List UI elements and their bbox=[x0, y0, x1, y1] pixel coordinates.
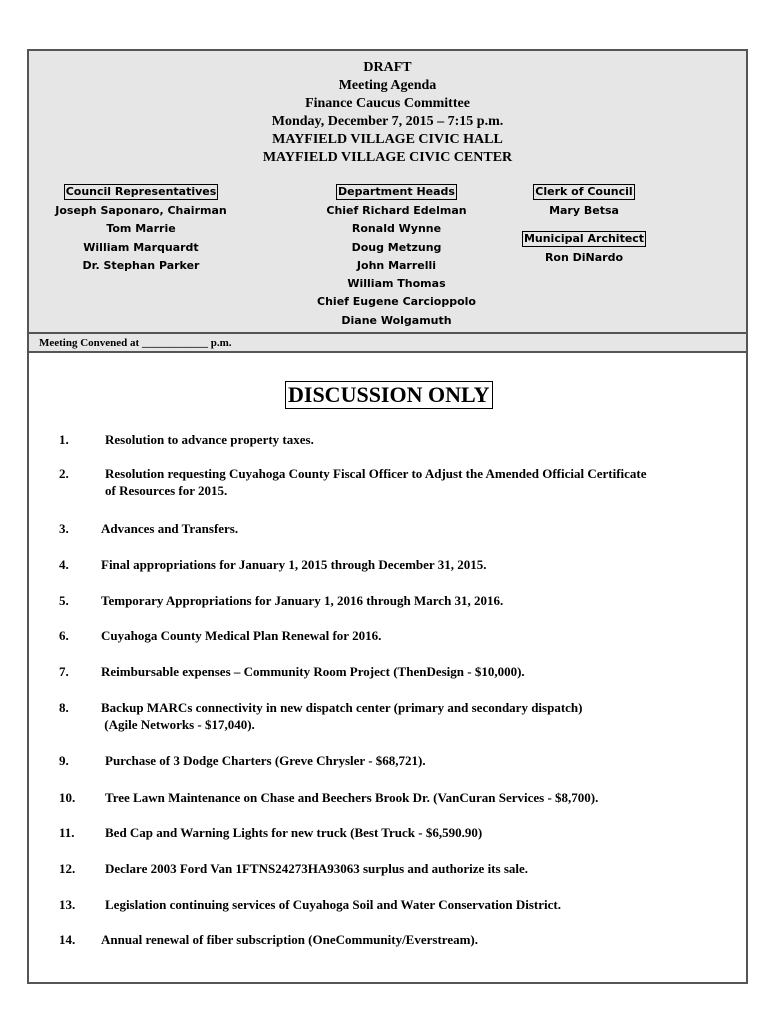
clerk-column bbox=[519, 183, 649, 268]
item-number: 2. bbox=[59, 466, 69, 481]
item-number: 13. bbox=[59, 897, 76, 912]
council-member: Joseph Saponaro, Chairman bbox=[55, 204, 227, 217]
agenda-sheet bbox=[27, 49, 748, 984]
item-text: Declare 2003 Ford Van 1FTNS24273HA93063 surplus and authorize its sale. bbox=[105, 861, 529, 876]
item-number: 12. bbox=[59, 861, 76, 876]
council-member: Tom Marrie bbox=[106, 222, 176, 236]
item-number: 3. bbox=[59, 521, 69, 536]
department-member: Chief Eugene Carcioppolo bbox=[317, 295, 476, 309]
item-text: Bed Cap and Warning Lights for new truck (Best Truck - $6,590.90) bbox=[105, 825, 483, 840]
item-text: Reimbursable expenses – Community Room Project (ThenDesign - $10,000). bbox=[101, 664, 525, 679]
venue-hall: MAYFIELD VILLAGE CIVIC HALL bbox=[272, 132, 503, 147]
agenda-title: Meeting Agenda bbox=[338, 78, 437, 93]
item-number: 11. bbox=[59, 825, 75, 840]
meeting-convened-line: Meeting Convened at ____________ p.m. bbox=[29, 334, 746, 353]
council-member: Dr. Stephan Parker bbox=[82, 258, 200, 272]
department-member: Diane Wolgamuth bbox=[341, 313, 452, 327]
meeting-date: Monday, December 7, 2015 – 7:15 p.m. bbox=[271, 114, 504, 129]
item-number: 8. bbox=[59, 700, 69, 715]
item-number: 7. bbox=[59, 664, 69, 679]
clerk-name: Mary Betsa bbox=[549, 204, 619, 217]
item-text: Purchase of 3 Dodge Charters (Greve Chrysler - $68,721). bbox=[105, 753, 426, 768]
item-number: 6. bbox=[59, 628, 69, 643]
title-block bbox=[29, 59, 746, 167]
item-number: 10. bbox=[59, 790, 76, 805]
item-text: Tree Lawn Maintenance on Chase and Beechers Brook Dr. (VanCuran Services - $8,700). bbox=[105, 790, 599, 805]
committee-name: Finance Caucus Committee bbox=[305, 96, 470, 111]
item-text: Backup MARCs connectivity in new dispatch center (primary and secondary dispatch) bbox=[101, 700, 583, 715]
item-text: Resolution requesting Cuyahoga County Fiscal Officer to Adjust the Amended Official Certificate bbox=[105, 466, 647, 481]
draft-label: DRAFT bbox=[363, 60, 412, 75]
item-number: 1. bbox=[59, 432, 69, 447]
council-member: William Marquardt bbox=[83, 240, 199, 254]
item-number: 5. bbox=[59, 593, 69, 608]
item-text: Legislation continuing services of Cuyahoga Soil and Water Conservation District. bbox=[105, 897, 561, 912]
item-text: Cuyahoga County Medical Plan Renewal for 2016. bbox=[101, 628, 382, 643]
department-member: John Marrelli bbox=[356, 258, 437, 272]
council-heading: Council Representatives bbox=[65, 185, 217, 198]
agenda-header bbox=[29, 51, 746, 334]
item-text: Final appropriations for January 1, 2015 through December 31, 2015. bbox=[101, 557, 487, 572]
item-number: 4. bbox=[59, 557, 69, 572]
item-text: Temporary Appropriations for January 1, 2016 through March 31, 2016. bbox=[101, 593, 504, 608]
item-text: (Agile Networks - $17,040). bbox=[101, 717, 255, 732]
item-number: 9. bbox=[59, 753, 69, 768]
item-text: Annual renewal of fiber subscription (OneCommunity/Everstream). bbox=[101, 932, 478, 947]
department-member: Ronald Wynne bbox=[351, 222, 442, 236]
item-number: 14. bbox=[59, 932, 76, 947]
item-text: of Resources for 2015. bbox=[105, 483, 228, 498]
item-text: Resolution to advance property taxes. bbox=[105, 432, 314, 447]
discussion-title: DISCUSSION ONLY bbox=[285, 381, 493, 409]
council-column bbox=[41, 183, 241, 275]
department-member: Doug Metzung bbox=[351, 240, 442, 254]
department-heading: Department Heads bbox=[338, 185, 455, 198]
clerk-heading: Clerk of Council bbox=[535, 185, 633, 198]
item-text: Advances and Transfers. bbox=[101, 521, 239, 536]
department-member: William Thomas bbox=[347, 277, 446, 291]
department-member: Chief Richard Edelman bbox=[326, 204, 467, 217]
architect-name: Ron DiNardo bbox=[544, 251, 624, 265]
department-column bbox=[289, 183, 504, 330]
architect-heading: Municipal Architect bbox=[523, 232, 645, 246]
venue-center: MAYFIELD VILLAGE CIVIC CENTER bbox=[262, 150, 513, 165]
